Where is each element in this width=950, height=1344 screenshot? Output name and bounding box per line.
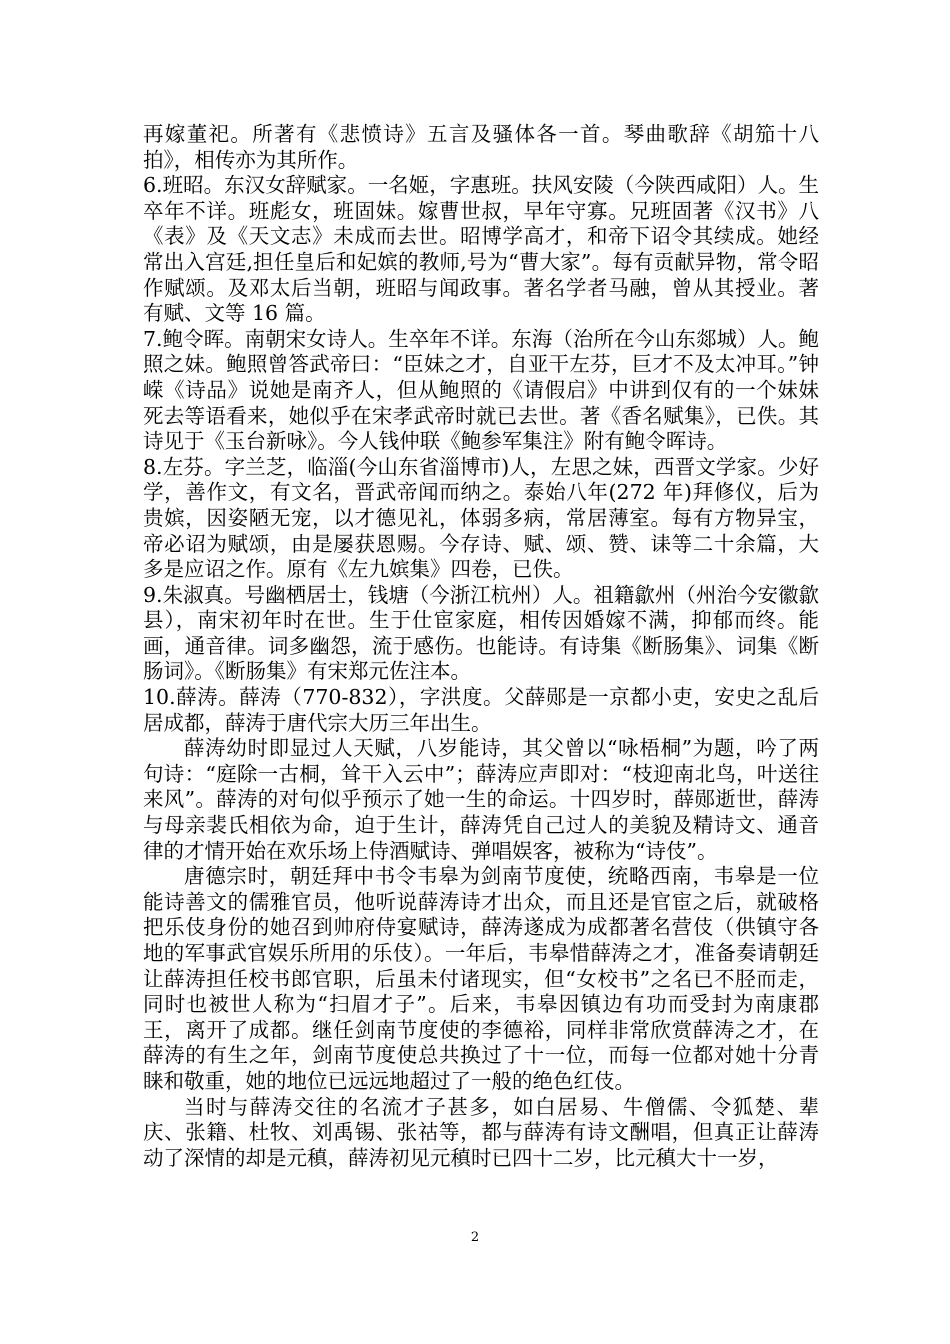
paragraph-bao-linghui: 7.鲍令晖。南朝宋女诗人。生卒年不详。东海（治所在今山东郯城）人。鲍照之妹。鲍照曾答武帝曰：“臣妹之才，自亚干左芬，巨才不及太冲耳。”钟嵘《诗品》说她是南齐人，但从鲍照的《请假启》中讲到仅有的一个妹妹死去等语看来，她似乎在宋孝武帝时就已去世。著《香名赋集》，已佚。其诗见于《玉台新咏》。今人钱仲联《鲍参军集注》附有鲍令晖诗。: [143, 326, 819, 454]
paragraph-ban-zhao: 6.班昭。东汉女辞赋家。一名姬，字惠班。扶风安陵（今陕西咸阳）人。生卒年不详。班彪女，班固妹。嫁曹世叔，早年守寡。兄班固著《汉书》八《表》及《天文志》未成而去世。昭博学高才，和帝下诏令其续成。她经常出入宫廷,担任皇后和妃嫔的教师,号为“曹大家”。每有贡献异物，常令昭作赋颂。及邓太后当朝，班昭与闻政事。著名学者马融，曾从其授业。著有赋、文等 16 篇。: [143, 173, 819, 326]
paragraph-xue-tao-wei-gao: 唐德宗时，朝廷拜中书令韦皋为剑南节度使，统略西南，韦皋是一位能诗善文的儒雅官员，他听说薛涛诗才出众，而且还是官宦之后，就破格把乐伎身份的她召到帅府侍宴赋诗，薛涛遂成为成都著名营伎（供镇守各地的军事武官娱乐所用的乐伎）。一年后，韦皋惜薛涛之才，准备奏请朝廷让薛涛担任校书郎官职，后虽未付诸现实，但“女校书”之名已不胫而走，同时也被世人称为“扫眉才子”。后来，韦皋因镇边有功而受封为南康郡王，离开了成都。继任剑南节度使的李德裕，同样非常欣赏薛涛之才，在薛涛的有生之年，剑南节度使总共换过了十一位，而每一位都对她十分青睐和敬重，她的地位已远远地超过了一般的绝色红伎。: [143, 864, 819, 1093]
document-body: [143, 122, 819, 1171]
paragraph-xue-tao-intro: 10.薛涛。薛涛（770-832），字洪度。父薛郧是一京都小吏，安史之乱后居成都，薛涛于唐代宗大历三年出生。: [143, 685, 819, 735]
page-number: 2: [470, 1230, 480, 1245]
paragraph-xue-tao-childhood: 薛涛幼时即显过人天赋，八岁能诗，其父曾以“咏梧桐”为题，吟了两句诗：“庭除一古桐，耸干入云中”；薛涛应声即对：“枝迎南北鸟，叶送往来风”。薛涛的对句似乎预示了她一生的命运。十四岁时，薛郧逝世，薛涛与母亲裴氏相依为命，迫于生计，薛涛凭自己过人的美貌及精诗文、通音律的才情开始在欢乐场上侍酒赋诗、弹唱娱客，被称为“诗伎”。: [143, 736, 819, 863]
paragraph-xue-tao-yuan-zhen: 当时与薛涛交往的名流才子甚多，如白居易、牛僧儒、令狐楚、辈庆、张籍、杜牧、刘禹锡、张祜等，都与薛涛有诗文酬唱，但真正让薛涛动了深情的却是元稹，薛涛初见元稹时已四十二岁，比元稹大十一岁，: [143, 1094, 819, 1170]
paragraph-cai-wenji-continued: 再嫁董祀。所著有《悲愤诗》五言及骚体各一首。琴曲歌辞《胡笳十八拍》，相传亦为其所作。: [143, 122, 819, 172]
paragraph-zuo-fen: 8.左芬。字兰芝，临淄(今山东省淄博市)人，左思之妹，西晋文学家。少好学，善作文，有文名，晋武帝闻而纳之。泰始八年(272 年)拜修仪，后为贵嫔，因姿陋无宠，以才德见礼，体弱多病，常居薄室。每有方物异宝，帝必诏为赋颂，由是屡获恩赐。今存诗、赋、颂、赞、诔等二十余篇，大多是应诏之作。原有《左九嫔集》四卷，已佚。: [143, 454, 819, 582]
paragraph-zhu-shuzhen: 9.朱淑真。号幽栖居士，钱塘（今浙江杭州）人。祖籍歙州（州治今安徽歙县），南宋初年时在世。生于仕宦家庭，相传因婚嫁不满，抑郁而终。能画，通音律。词多幽怨，流于感伤。也能诗。有诗集《断肠集》、词集《断肠词》。《断肠集》有宋郑元佐注本。: [143, 582, 819, 684]
